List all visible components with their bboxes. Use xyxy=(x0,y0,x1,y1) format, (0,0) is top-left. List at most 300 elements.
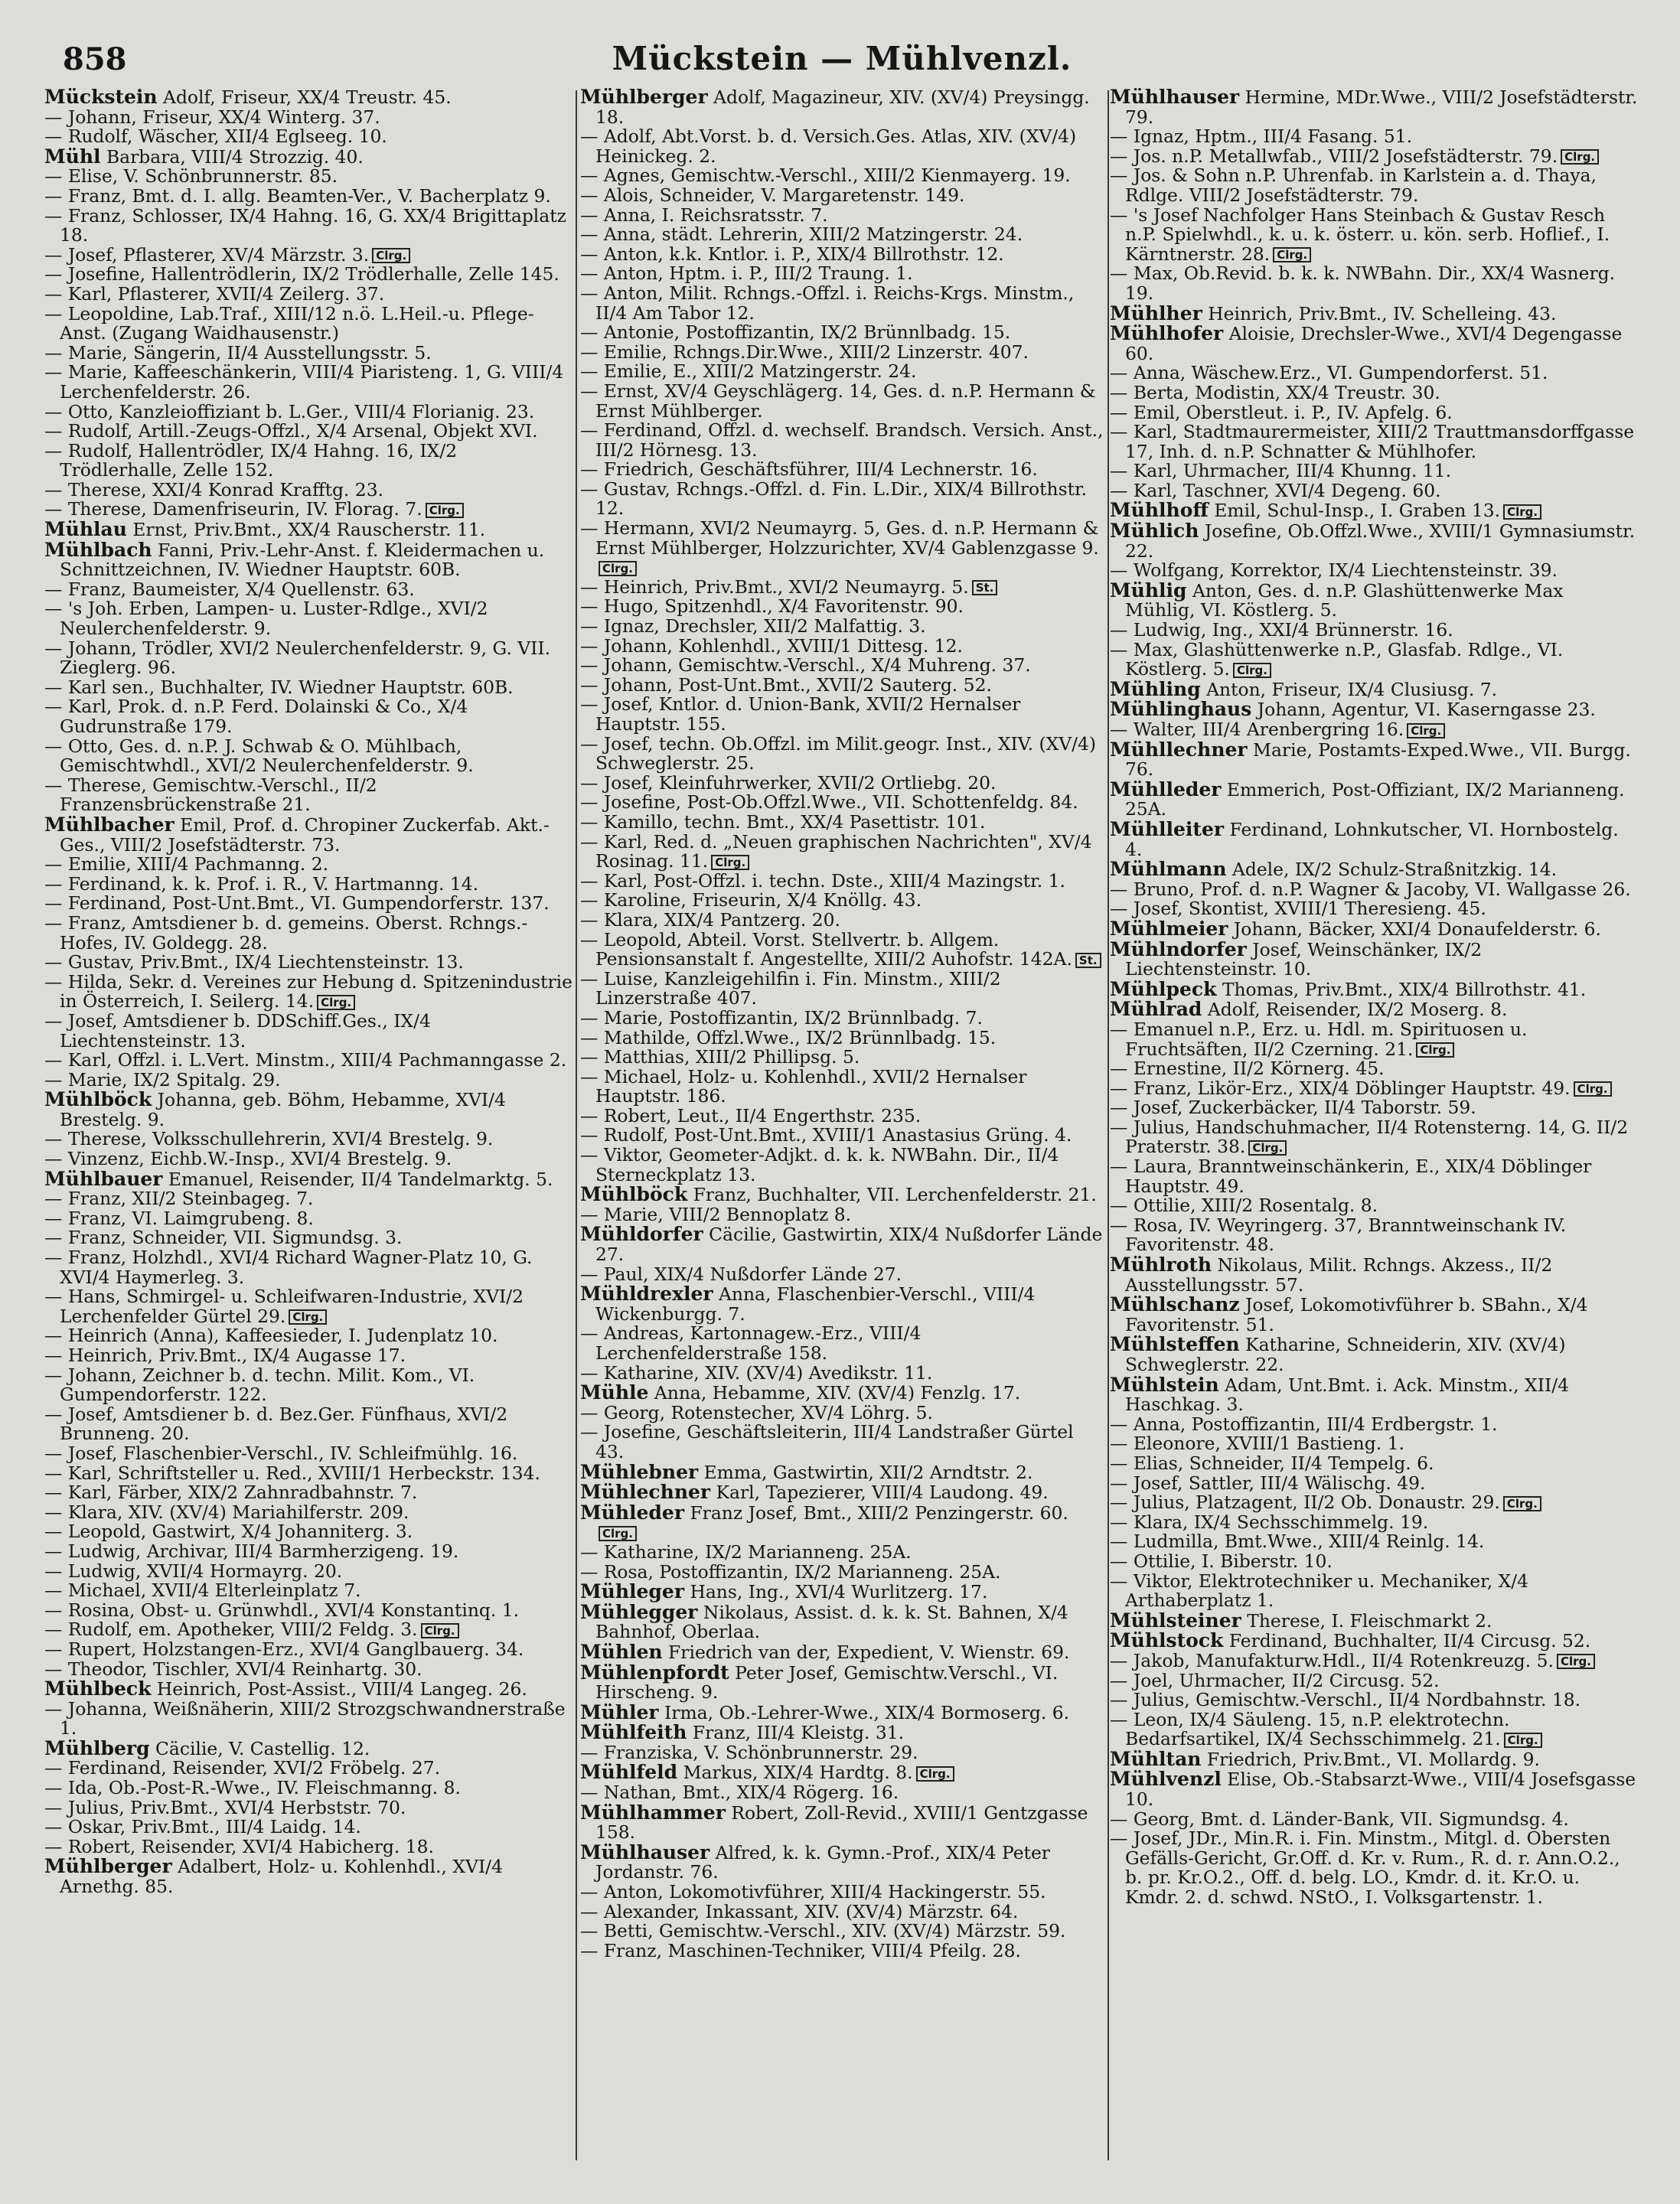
entry-text: — Ernst, XV/4 Geyschlägerg. 14, Ges. d. n.P. Hermann & Ernst Mühlberger. xyxy=(580,380,1096,422)
telephone-badge: Clrg. xyxy=(426,503,464,518)
entry-text: Thomas, Priv.Bmt., XIX/4 Billrothstr. 41. xyxy=(1222,978,1587,1000)
entry-text: — Joel, Uhrmacher, II/2 Circusg. 52. xyxy=(1110,1669,1440,1691)
directory-entry xyxy=(580,1284,1105,1324)
page-header xyxy=(46,31,1638,84)
directory-entry xyxy=(44,1601,573,1621)
directory-entry xyxy=(44,1090,573,1130)
entry-text: — Johanna, Weißnäherin, XIII/2 Strozgschwandnerstraße 1. xyxy=(44,1697,566,1739)
entry-surname: Mühlbacher xyxy=(44,813,175,836)
directory-entry xyxy=(44,776,573,815)
entry-text: — Therese, Volksschullehrerin, XVI/4 Brestelg. 9. xyxy=(44,1128,494,1150)
directory-entry xyxy=(1110,1810,1638,1830)
entry-text: Adam, Unt.Bmt. i. Ack. Minstm., XII/4 Haschkag. 3. xyxy=(1125,1374,1569,1416)
entry-text: — Marie, Postoffizantin, IX/2 Brünnlbadg. 7. xyxy=(580,1006,983,1029)
entry-text: — Kamillo, techn. Bmt., XX/4 Pasettistr. 101. xyxy=(580,810,986,833)
directory-entry xyxy=(1110,780,1638,820)
entry-text: Adolf, Magazineur, XIV. (XV/4) Preysingg. 18. xyxy=(595,87,1090,128)
directory-entry xyxy=(580,1048,1105,1068)
entry-text: — Anna, Postoffizantin, III/4 Erdbergstr. 1. xyxy=(1110,1413,1498,1435)
directory-entry xyxy=(44,1620,573,1640)
entry-text: Marie, Postamts-Exped.Wwe., VII. Burgg. 76. xyxy=(1125,738,1631,781)
entry-text: — Ernestine, II/2 Körnerg. 45. xyxy=(1110,1058,1385,1080)
entry-surname: Mühlsteiner xyxy=(1110,1609,1241,1632)
entry-surname: Mühlechner xyxy=(580,1481,711,1504)
entry-text: Johann, Agentur, VI. Kaserngasse 23. xyxy=(1257,699,1596,721)
directory-entry xyxy=(1110,1493,1638,1513)
directory-entry xyxy=(1110,1532,1638,1552)
entry-text: — Betti, Gemischtw.-Verschl., XIV. (XV/4) Märzstr. 59. xyxy=(580,1920,1066,1942)
directory-entry xyxy=(44,243,573,266)
directory-entry xyxy=(1110,1118,1638,1157)
entry-text: — Leopoldine, Lab.Traf., XIII/12 n.ö. L.Heil.-u. Pflege-Anst. (Zugang Waidhausenstr.) xyxy=(44,302,534,344)
directory-entry xyxy=(44,599,573,638)
entry-surname: Mühlhauser xyxy=(1110,87,1240,108)
entry-text: Nikolaus, Milit. Rchngs. Akzess., II/2 Ausstellungsstr. 57. xyxy=(1125,1254,1553,1296)
entry-text: — Michael, Holz- u. Kohlenhdl., XVII/2 Hernalser Hauptstr. 186. xyxy=(580,1065,1027,1107)
directory-entry xyxy=(580,264,1105,284)
entry-text: — Ludmilla, Bmt.Wwe., XIII/4 Reinlg. 14. xyxy=(1110,1531,1485,1553)
entry-text: — Josef, Pflasterer, XV/4 Märzstr. 3. xyxy=(44,243,370,266)
column-right xyxy=(1110,87,1638,2169)
entry-text: — Ferdinand, Post-Unt.Bmt., VI. Gumpendorferstr. 137. xyxy=(44,892,550,915)
entry-surname: Mühlschanz xyxy=(1110,1293,1240,1316)
directory-entry xyxy=(580,480,1105,519)
entry-text: — Franz, Holzhdl., XVI/4 Richard Wagner-Platz 10, G. XVI/4 Haymerleg. 3. xyxy=(44,1247,533,1288)
entry-text: Emil, Prof. d. Chropiner Zuckerfab. Akt.-Ges., VIII/2 Josefstädterstr. 73. xyxy=(60,813,550,856)
directory-entry xyxy=(44,1287,573,1326)
entry-text: Markus, XIX/4 Hardtg. 8. xyxy=(683,1762,913,1784)
entry-text: — Robert, Leut., II/4 Engerthstr. 235. xyxy=(580,1104,922,1126)
entry-text: — Anna, städt. Lehrerin, XIII/2 Matzingerstr. 24. xyxy=(580,223,1023,246)
entry-text: — Karl sen., Buchhalter, IV. Wiedner Hauptstr. 60B. xyxy=(44,676,514,698)
directory-entry xyxy=(44,1542,573,1562)
directory-entry xyxy=(580,1723,1105,1743)
entry-text: Cäcilie, Gastwirtin, XIX/4 Nußdorfer Lände 27. xyxy=(595,1224,1103,1266)
directory-entry xyxy=(1110,1474,1638,1494)
directory-entry xyxy=(44,1837,573,1857)
directory-entry xyxy=(1110,1631,1638,1651)
entry-text: — Katharine, IX/2 Marianneng. 25A. xyxy=(580,1541,912,1563)
telephone-badge: Clrg. xyxy=(421,1623,459,1638)
entry-text: — Anna, I. Reichsratsstr. 7. xyxy=(580,204,828,226)
entry-text: — Rudolf, Wäscher, XII/4 Eglseeg. 10. xyxy=(44,126,387,148)
entry-text: — Karl, Red. d. „Neuen graphischen Nachrichten", XV/4 Rosinag. 11. xyxy=(580,830,1092,872)
directory-entry xyxy=(580,1700,1105,1723)
entry-text: — Jos. & Sohn n.P. Uhrenfab. in Karlstein a. d. Thaya, Rdlge. VIII/2 Josefstädterstr. 79. xyxy=(1110,165,1597,206)
directory-entry xyxy=(580,1224,1105,1264)
directory-entry xyxy=(1110,999,1638,1020)
entry-text: — Klara, XIV. (XV/4) Mariahilferstr. 209. xyxy=(44,1501,409,1523)
directory-entry xyxy=(580,1582,1105,1602)
telephone-badge: Clrg. xyxy=(1503,504,1541,520)
directory-entry xyxy=(580,1560,1105,1583)
entry-text: Hans, Ing., XVI/4 Wurlitzerg. 17. xyxy=(690,1581,988,1603)
directory-entry xyxy=(1110,206,1638,265)
entry-text: — Leopold, Abteil. Vorst. Stellvertr. b. Allgem. Pensionsanstalt f. Angestellte, XIII/2 Auhofstr. 142A. xyxy=(580,928,1072,970)
directory-entry xyxy=(44,363,573,402)
directory-entry xyxy=(580,1065,1105,1107)
entry-text: Anton, Friseur, IX/4 Clusiusg. 7. xyxy=(1206,678,1498,700)
entry-text: — Julius, Gemischtw.-Verschl., II/4 Nordbahnstr. 18. xyxy=(1110,1689,1581,1711)
directory-entry xyxy=(44,872,573,895)
entry-text: — Franz, XII/2 Steinbageg. 7. xyxy=(44,1188,314,1210)
entry-text: — Andreas, Kartonnagew.-Erz., VIII/4 Lerchenfelderstraße 158. xyxy=(580,1322,922,1364)
directory-entry xyxy=(580,519,1105,578)
entry-text: — Alexander, Inkassant, XIV. (XV/4) Märzstr. 64. xyxy=(580,1900,1019,1922)
entry-text: — Josef, techn. Ob.Offzl. im Milit.geogr. Inst., XIV. (XV/4) Schweglerstr. 25. xyxy=(580,732,1097,774)
directory-entry xyxy=(580,1482,1105,1503)
entry-text: — Emilie, XIII/4 Pachmanng. 2. xyxy=(44,853,329,875)
entry-text: — Eleonore, XVIII/1 Bastieng. 1. xyxy=(1110,1433,1404,1455)
directory-entry xyxy=(44,87,573,108)
entry-text: — Franziska, V. Schönbrunnerstr. 29. xyxy=(580,1741,918,1763)
telephone-badge: Clrg. xyxy=(1248,1140,1287,1156)
entry-text: — Karl, Post-Offzl. i. techn. Dste., XIII/4 Mazingstr. 1. xyxy=(580,869,1065,892)
entry-surname: Mühlhauser xyxy=(580,1840,710,1863)
entry-surname: Mühldorfer xyxy=(580,1223,703,1246)
entry-text: — Josef, Sattler, III/4 Wälischg. 49. xyxy=(1110,1472,1426,1494)
entry-text: — Gustav, Priv.Bmt., IX/4 Liechtensteinstr. 13. xyxy=(44,951,464,973)
directory-entry xyxy=(44,1326,573,1346)
entry-surname: Mühlenpfordt xyxy=(580,1661,729,1684)
directory-entry xyxy=(1110,1079,1638,1099)
directory-entry xyxy=(44,1581,573,1601)
directory-entry xyxy=(580,1383,1105,1404)
directory-entry xyxy=(580,695,1105,734)
entry-text: — Therese, XXI/4 Konrad Krafftg. 23. xyxy=(44,478,384,500)
entry-surname: Mühlrad xyxy=(1110,998,1202,1021)
directory-entry xyxy=(1110,87,1638,127)
entry-text: — Friedrich, Geschäftsführer, III/4 Lechnerstr. 16. xyxy=(580,458,1038,481)
directory-entry xyxy=(44,282,573,305)
entry-text: — Franz, Schlosser, IX/4 Hahng. 16, G. XX/4 Brigittaplatz 18. xyxy=(44,204,566,246)
directory-entry xyxy=(44,697,573,736)
entry-text: — Ferdinand, k. k. Prof. i. R., V. Hartmanng. 14. xyxy=(44,872,479,895)
entry-text: — Berta, Modistin, XX/4 Treustr. 30. xyxy=(1110,381,1440,403)
directory-entry xyxy=(1110,383,1638,403)
directory-entry xyxy=(44,894,573,914)
entry-text: — Ferdinand, Reisender, XVI/2 Fröbelg. 27. xyxy=(44,1757,441,1779)
entry-text: — Karl, Uhrmacher, III/4 Khunng. 11. xyxy=(1110,460,1452,482)
directory-entry xyxy=(44,1169,573,1190)
entry-text: Irma, Ob.-Lehrer-Wwe., XIX/4 Bormoserg. 6. xyxy=(664,1701,1070,1723)
entry-text: — Elias, Schneider, II/4 Tempelg. 6. xyxy=(1110,1452,1434,1474)
entry-text: — Karl, Stadtmaurermeister, XIII/2 Trauttmansdorffgasse 17, Inh. d. n.P. Schnatter & Mühlhofer. xyxy=(1110,421,1635,462)
directory-entry xyxy=(1110,264,1638,303)
directory-entry xyxy=(1110,859,1638,880)
entry-surname: Mühltan xyxy=(1110,1747,1202,1770)
directory-entry xyxy=(580,284,1105,323)
entry-text: Elise, Ob.-Stabsarzt-Wwe., VIII/4 Josefsgasse 10. xyxy=(1125,1769,1636,1811)
directory-entry xyxy=(580,732,1105,774)
entry-surname: Mühler xyxy=(580,1700,659,1723)
directory-entry xyxy=(44,108,573,128)
directory-entry xyxy=(1110,638,1638,680)
entry-text: — Anton, Lokomotivführer, XIII/4 Hackingerstr. 55. xyxy=(580,1881,1046,1903)
entry-text: — Karl, Färber, XIX/2 Zahnradbahnstr. 7. xyxy=(44,1482,418,1504)
directory-entry xyxy=(44,639,573,678)
entry-text: — Franz, Amtsdiener b. d. gemeins. Oberst. Rchngs.-Hofes, IV. Goldegg. 28. xyxy=(44,911,528,954)
directory-entry xyxy=(44,1405,573,1444)
directory-entry xyxy=(580,634,1105,657)
directory-entry xyxy=(580,617,1105,637)
directory-entry xyxy=(1110,1611,1638,1632)
entry-text: Heinrich, Post-Assist., VIII/4 Langeg. 26. xyxy=(156,1678,527,1700)
directory-entry xyxy=(44,1562,573,1582)
directory-entry xyxy=(1110,1513,1638,1533)
directory-entry xyxy=(580,1939,1105,1961)
entry-text: Anna, Flaschenbier-Verschl., VIII/4 Wickenburgg. 7. xyxy=(595,1283,1036,1325)
entry-text: Franz, Buchhalter, VII. Lerchenfelderstr. 21. xyxy=(693,1184,1097,1206)
directory-entry xyxy=(44,1189,573,1209)
entry-text: — Josefine, Geschäftsleiterin, III/4 Landstraßer Gürtel 43. xyxy=(580,1421,1074,1462)
directory-entry xyxy=(1110,422,1638,461)
entry-surname: Mühlhammer xyxy=(580,1801,726,1824)
entry-text: — Karl, Offzl. i. L.Vert. Minstm., XIII/4 Pachmanngasse 2. xyxy=(44,1049,567,1071)
entry-text: Adolf, Friseur, XX/4 Treustr. 45. xyxy=(163,87,452,108)
directory-entry xyxy=(44,1736,573,1759)
directory-entry xyxy=(580,891,1105,911)
entry-surname: Mühlsteffen xyxy=(1110,1333,1240,1356)
directory-entry xyxy=(1110,899,1638,919)
entry-text: — 's Joh. Erben, Lampen- u. Luster-Rdlge., XVI/2 Neulerchenfelderstr. 9. xyxy=(44,598,488,640)
directory-entry xyxy=(580,87,1105,127)
entry-text: Ferdinand, Lohnkutscher, VI. Hornbostelg. 4. xyxy=(1125,818,1619,860)
entry-surname: Mühlbeck xyxy=(44,1677,152,1700)
directory-entry xyxy=(44,1051,573,1071)
directory-entry xyxy=(580,1462,1105,1483)
entry-text: — Walter, III/4 Arenbergring 16. xyxy=(1110,719,1404,740)
entry-text: — Leon, IX/4 Säuleng. 15, n.P. elektrotechn. Bedarfsartikel, IX/4 Sechsschimmelg. 21. xyxy=(1110,1708,1510,1750)
directory-entry xyxy=(580,908,1105,931)
entry-text: — Rosa, Postoffizantin, IX/2 Marianneng. 25A. xyxy=(580,1560,1001,1583)
telephone-badge: Clrg. xyxy=(1407,723,1445,738)
directory-entry xyxy=(1110,1454,1638,1474)
entry-text: — Otto, Ges. d. n.P. J. Schwab & O. Mühlbach, Gemischtwhdl., XVI/2 Neulerchenfelderstr. 9. xyxy=(44,735,474,777)
directory-entry xyxy=(1110,1216,1638,1255)
entry-surname: Mühlegger xyxy=(580,1600,698,1623)
entry-text: Franz, III/4 Kleistg. 31. xyxy=(692,1722,905,1744)
entry-surname: Mühling xyxy=(1110,677,1201,700)
directory-entry xyxy=(44,1248,573,1287)
entry-text: — Franz, Maschinen-Techniker, VIII/4 Pfeilg. 28. xyxy=(580,1939,1021,1961)
directory-entry xyxy=(580,1401,1105,1423)
entry-text: Katharine, Schneiderin, XIV. (XV/4) Schweglerstr. 22. xyxy=(1125,1334,1566,1375)
entry-surname: Mühlberger xyxy=(44,1855,172,1878)
directory-entry xyxy=(44,1483,573,1503)
directory-entry xyxy=(580,1146,1105,1185)
entry-text: Ernst, Priv.Bmt., XX/4 Rauscherstr. 11. xyxy=(132,519,486,541)
directory-entry xyxy=(580,656,1105,676)
directory-entry xyxy=(1110,1671,1638,1691)
entry-surname: Mühlberg xyxy=(44,1736,150,1759)
entry-text: — Emilie, Rchngs.Dir.Wwe., XIII/2 Linzerstr. 407. xyxy=(580,341,1029,363)
entry-text: — Antonie, Postoffizantin, IX/2 Brünnlbadg. 15. xyxy=(580,321,1011,344)
entry-surname: Mühlböck xyxy=(44,1088,152,1111)
directory-entry xyxy=(580,1503,1105,1543)
directory-entry xyxy=(44,127,573,147)
directory-entry xyxy=(580,597,1105,617)
entry-text: — Anna, Wäschew.Erz., VI. Gumpendorferst. 51. xyxy=(1110,362,1548,384)
directory-entry xyxy=(1110,1415,1638,1435)
directory-entry xyxy=(580,1423,1105,1462)
directory-entry xyxy=(1110,1749,1638,1770)
entry-text: — Johann, Kohlenhdl., XVIII/1 Dittesg. 12. xyxy=(580,634,963,657)
entry-surname: Mühldrexler xyxy=(580,1283,713,1306)
telephone-badge: Clrg. xyxy=(1574,1081,1612,1097)
entry-text: — Karoline, Friseurin, X/4 Knöllg. 43. xyxy=(580,889,922,911)
directory-entry xyxy=(44,1857,573,1896)
entry-text: — Franz, VI. Laimgrubeng. 8. xyxy=(44,1207,314,1229)
entry-text: — Marie, IX/2 Spitalg. 29. xyxy=(44,1068,281,1091)
entry-surname: Mühlebner xyxy=(580,1460,699,1483)
entry-text: — Josef, Kntlor. d. Union-Bank, XVII/2 Hernalser Hauptstr. 155. xyxy=(580,693,1021,735)
entry-text: — Karl, Pflasterer, XVII/4 Zeilerg. 37. xyxy=(44,282,385,305)
entry-text: — Franz, Likör-Erz., XIX/4 Döblinger Hauptstr. 49. xyxy=(1110,1077,1571,1099)
telephone-badge: Clrg. xyxy=(289,1309,327,1325)
entry-text: — Johann, Gemischtw.-Verschl., X/4 Muhreng. 37. xyxy=(580,654,1031,677)
entry-text: — Ignaz, Hptm., III/4 Fasang. 51. xyxy=(1110,126,1413,148)
entry-text: — Josef, Kleinfuhrwerker, XVII/2 Ortliebg. 20. xyxy=(580,771,997,794)
directory-entry xyxy=(44,478,573,500)
directory-entry xyxy=(44,953,573,973)
directory-entry xyxy=(1110,699,1638,720)
directory-entry xyxy=(580,1803,1105,1843)
entry-text: Therese, I. Fleischmarkt 2. xyxy=(1247,1609,1492,1632)
entry-text: — Josef, Flaschenbier-Verschl., IV. Schleifmühlg. 16. xyxy=(44,1442,518,1464)
entry-surname: Mühlhoff xyxy=(1110,499,1209,522)
directory-entry xyxy=(1110,1059,1638,1079)
entry-text: — Laura, Branntweinschänkerin, E., XIX/4 Döblinger Hauptstr. 49. xyxy=(1110,1156,1592,1197)
directory-entry xyxy=(580,1902,1105,1922)
entry-surname: Mühlfeith xyxy=(580,1721,687,1744)
directory-entry xyxy=(580,1265,1105,1285)
directory-entry xyxy=(44,167,573,187)
directory-entry xyxy=(1110,740,1638,780)
directory-entry xyxy=(1110,720,1638,740)
directory-entry xyxy=(44,737,573,776)
entry-text: Friedrich van der, Expedient, V. Wienstr. 69. xyxy=(668,1641,1070,1663)
entry-text: — Max, Glashüttenwerke n.P., Glasfab. Rdlge., VI. Köstlerg. 5. xyxy=(1110,638,1564,680)
directory-entry xyxy=(44,1697,573,1739)
directory-entry xyxy=(580,1104,1105,1126)
directory-entry xyxy=(44,422,573,442)
directory-entry xyxy=(44,1679,573,1700)
directory-entry xyxy=(1110,500,1638,521)
entry-surname: Mühlpeck xyxy=(1110,977,1217,1000)
entry-text: Emil, Schul-Insp., I. Graben 13. xyxy=(1214,500,1501,522)
entry-surname: Mühlau xyxy=(44,518,127,541)
directory-entry xyxy=(580,225,1105,245)
directory-entry xyxy=(1110,364,1638,383)
entry-text: — Heinrich, Priv.Bmt., XVI/2 Neumayrg. 5. xyxy=(580,575,969,598)
entry-text: — Julius, Priv.Bmt., XVI/4 Herbststr. 70. xyxy=(44,1796,406,1818)
directory-entry xyxy=(580,810,1105,833)
entry-text: — Johann, Friseur, XX/4 Winterg. 37. xyxy=(44,106,380,128)
entry-text: Johann, Bäcker, XXI/4 Donaufelderstr. 6. xyxy=(1233,918,1601,940)
telephone-badge: Clrg. xyxy=(1233,663,1271,678)
entry-text: — Ferdinand, Offzl. d. wechself. Brandsch. Versich. Anst., III/2 Hörnesg. 13. xyxy=(580,419,1104,461)
entry-text: — Elise, V. Schönbrunnerstr. 85. xyxy=(44,165,338,187)
entry-text: — Heinrich (Anna), Kaffeesieder, I. Judenplatz 10. xyxy=(44,1325,498,1347)
entry-text: — Oskar, Priv.Bmt., III/4 Laidg. 14. xyxy=(44,1816,361,1838)
entry-surname: Mühlfeld xyxy=(580,1761,678,1784)
entry-text: Peter Josef, Gemischtw.Verschl., VI. Hirscheng. 9. xyxy=(595,1661,1059,1704)
entry-text: — Ludwig, Archivar, III/4 Barmherzigeng. 19. xyxy=(44,1540,459,1562)
entry-surname: Mühlstein xyxy=(1110,1373,1219,1396)
entry-text: Adolf, Reisender, IX/2 Moserg. 8. xyxy=(1207,999,1508,1021)
directory-entry xyxy=(44,1130,573,1149)
directory-entry xyxy=(44,265,573,285)
column-rule xyxy=(1107,90,1109,2160)
directory-entry xyxy=(44,1444,573,1464)
directory-entry xyxy=(44,1228,573,1248)
entry-text: — Georg, Bmt. d. Länder-Bank, VII. Sigmundsg. 4. xyxy=(1110,1808,1569,1830)
entry-text: — Josef, Skontist, XVIII/1 Theresieng. 45. xyxy=(1110,898,1486,920)
directory-entry xyxy=(580,1840,1105,1883)
entry-text: Anton, Ges. d. n.P. Glashüttenwerke Max Mühlig, VI. Köstlerg. 5. xyxy=(1125,579,1564,621)
directory-entry xyxy=(1110,1651,1638,1671)
entry-text: — Mathilde, Offzl.Wwe., IX/2 Brünnlbadg. 15. xyxy=(580,1026,997,1048)
directory-entry xyxy=(580,1361,1105,1384)
entry-text: Nikolaus, Assist. d. k. k. St. Bahnen, X/4 Bahnhof, Oberlaa. xyxy=(595,1601,1068,1643)
entry-text: Heinrich, Priv.Bmt., IV. Schelleing. 43. xyxy=(1208,302,1557,324)
entry-text: — Emanuel n.P., Erz. u. Hdl. m. Spirituosen u. Fruchtsäften, II/2 Czerning. 21. xyxy=(1110,1018,1528,1060)
directory-entry xyxy=(1110,1335,1638,1374)
entry-text: — Anton, Hptm. i. P., III/2 Traung. 1. xyxy=(580,262,913,285)
entry-text: — Gustav, Rchngs.-Offzl. d. Fin. L.Dir., XIX/4 Billrothstr. 12. xyxy=(580,478,1088,520)
telephone-badge: Clrg. xyxy=(916,1766,954,1782)
directory-entry xyxy=(1110,1829,1638,1907)
entry-text: — Jos. n.P. Metallwfab., VIII/2 Josefstädterstr. 79. xyxy=(1110,145,1558,167)
directory-entry xyxy=(580,967,1105,1009)
entry-surname: Mühlmeier xyxy=(1110,917,1228,940)
entry-text: — Therese, Damenfriseurin, IV. Florag. 7. xyxy=(44,498,422,520)
entry-text: — Anton, k.k. Kntlor. i. P., XIX/4 Billrothstr. 12. xyxy=(580,243,1004,265)
directory-entry xyxy=(1110,1255,1638,1295)
telephone-badge: Clrg. xyxy=(372,248,410,263)
directory-entry xyxy=(44,1522,573,1542)
entry-text: — Hermann, XVI/2 Neumayrg. 5, Ges. d. n.P. Hermann & Ernst Mühlberger, Holzzurichter, XV/4 Gablenzgasse 9. xyxy=(580,517,1099,559)
entry-text: — Wolfgang, Korrektor, IX/4 Liechtensteinstr. 39. xyxy=(1110,559,1558,582)
entry-text: — Georg, Rotenstecher, XV/4 Löhrg. 5. xyxy=(580,1401,933,1423)
entry-surname: Mühlndorfer xyxy=(1110,937,1247,960)
telephone-badge: St. xyxy=(1075,953,1101,968)
entry-text: Adele, IX/2 Schulz-Straßnitzkig. 14. xyxy=(1231,859,1558,881)
entry-text: — Rupert, Holzstangen-Erz., XVI/4 Ganglbauerg. 34. xyxy=(44,1638,524,1660)
directory-entry xyxy=(1110,166,1638,205)
directory-entry xyxy=(580,928,1105,970)
entry-text: — Rudolf, Hallentrödler, IX/4 Hahng. 16, IX/2 Trödlerhalle, Zelle 152. xyxy=(44,439,458,481)
directory-entry xyxy=(1110,461,1638,481)
column-rule xyxy=(576,90,577,2160)
directory-entry xyxy=(44,400,573,422)
directory-entry xyxy=(44,520,573,540)
entry-text: Barbara, VIII/4 Strozzig. 40. xyxy=(106,145,364,168)
entry-text: — Karl, Taschner, XVI/4 Degeng. 60. xyxy=(1110,479,1441,501)
directory-entry xyxy=(1110,1098,1638,1118)
directory-entry xyxy=(1110,147,1638,167)
directory-entry xyxy=(44,500,573,520)
entry-surname: Mühlleiter xyxy=(1110,817,1225,840)
directory-entry xyxy=(44,1660,573,1680)
directory-entry xyxy=(1110,127,1638,147)
directory-entry xyxy=(1110,1572,1638,1611)
entry-surname: Mühlher xyxy=(1110,302,1202,324)
directory-entry xyxy=(44,1346,573,1366)
directory-entry xyxy=(44,302,573,344)
directory-entry xyxy=(1110,1295,1638,1335)
